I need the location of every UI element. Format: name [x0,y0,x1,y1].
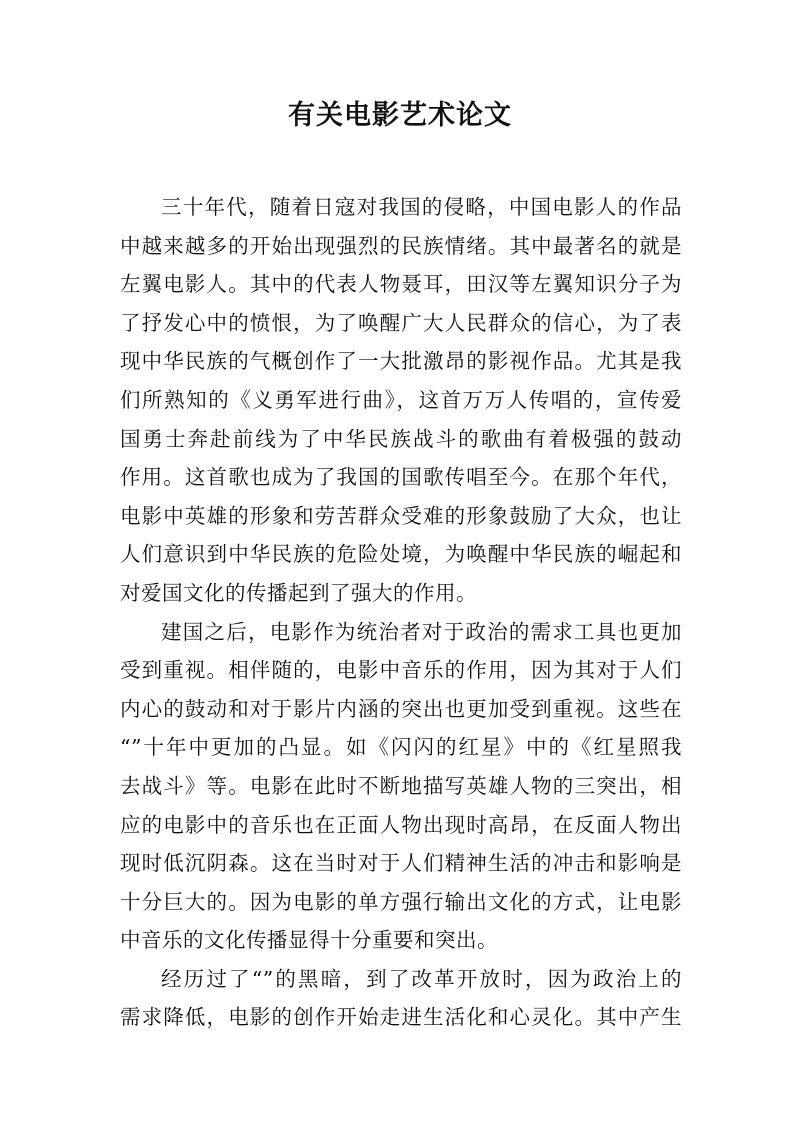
paragraph-3-line-1: 经历过了“”的黑暗，到了改革开放时，因为政治上的 [161,966,682,991]
paragraph-2-line-5: 去战斗》等。电影在此时不断地描写英雄人物的三突出，相 [120,773,682,798]
paragraph-3-line-2: 需求降低，电影的创作开始走进生活化和心灵化。其中产生 [120,1005,682,1030]
paragraph-1-line-9: 电影中英雄的形象和劳苦群众受难的形象鼓励了大众，也让 [120,503,682,528]
paragraph-1-line-11: 对爱国文化的传播起到了强大的作用。 [120,580,477,605]
paragraph-1-line-8: 作用。这首歌也成为了我国的国歌传唱至今。在那个年代， [120,465,682,490]
paragraph-2-line-3: 内心的鼓动和对于影片内涵的突出也更加受到重视。这些在 [120,696,682,721]
document-body [120,188,682,1037]
paragraph-2-line-7: 现时低沉阴森。这在当时对于人们精神生活的冲击和影响是 [120,851,682,876]
paragraph-1-line-7: 国勇士奔赴前线为了中华民族战斗的歌曲有着极强的鼓动 [120,426,682,451]
paragraph-1-line-10: 人们意识到中华民族的危险处境，为唤醒中华民族的崛起和 [120,542,682,567]
paragraph-2-line-2: 受到重视。相伴随的，电影中音乐的作用，因为其对于人们 [120,658,682,683]
paragraph-1-line-1: 三十年代，随着日寇对我国的侵略，中国电影人的作品 [161,195,682,219]
paragraph-1-line-2: 中越来越多的开始出现强烈的民族情绪。其中最著名的就是 [120,233,682,258]
paragraph-2-line-8: 十分巨大的。因为电影的单方强行输出文化的方式，让电影 [120,889,682,914]
document-title: 有关电影艺术论文 [288,100,512,131]
paragraph-2-line-4: “”十年中更加的凸显。如《闪闪的红星》中的《红星照我 [120,735,682,760]
paragraph-2-line-9: 中音乐的文化传播显得十分重要和突出。 [120,928,498,953]
paragraph-1-line-4: 了抒发心中的愤恨，为了唤醒广大人民群众的信心，为了表 [120,310,682,335]
paragraph-2-line-6: 应的电影中的音乐也在正面人物出现时高昂，在反面人物出 [120,812,682,837]
paragraph-1-line-6: 们所熟知的《义勇军进行曲》，这首万万人传唱的，宣传爱 [120,387,682,412]
paragraph-2-line-1: 建国之后，电影作为统治者对于政治的需求工具也更加 [161,619,682,644]
paragraph-1-line-5: 现中华民族的气概创作了一大批激昂的影视作品。尤其是我 [120,349,682,374]
paragraph-1-line-3: 左翼电影人。其中的代表人物聂耳，田汉等左翼知识分子为 [120,272,682,297]
